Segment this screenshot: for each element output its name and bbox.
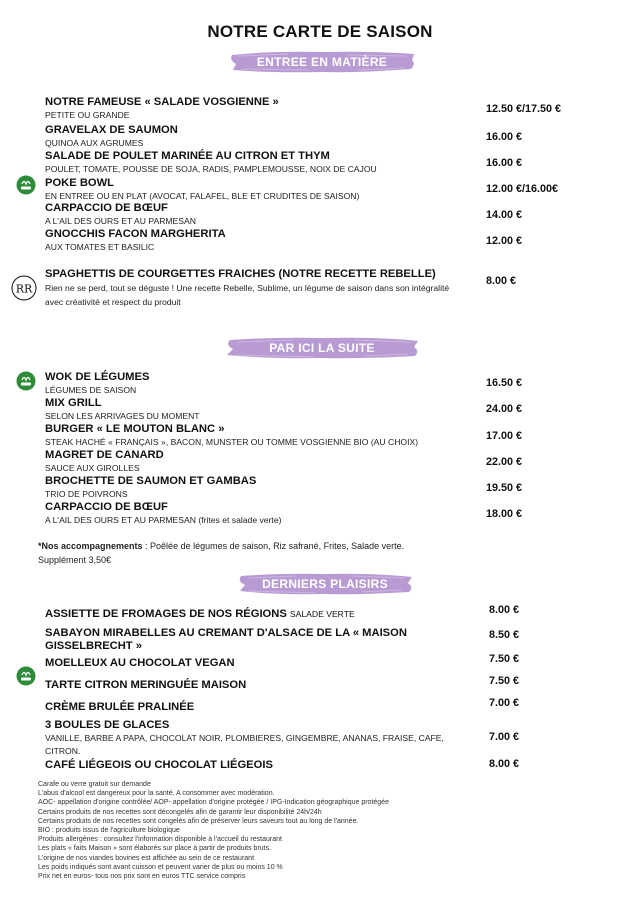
dish-description: A L'AIL DES OURS ET AU PARMESAN (frites et salade verte) [45, 515, 282, 525]
dish-description: POULET, TOMATE, POUSSE DE SOJA, RADIS, PAMPLEMOUSSE, NOIX DE CAJOU [45, 164, 377, 174]
dish-name: CARPACCIO DE BŒUF [45, 501, 168, 513]
dish-price: 22.00 € [486, 456, 523, 468]
page-title: NOTRE CARTE DE SAISON [207, 22, 433, 41]
dessert-name: TARTE CITRON MERINGUÉE MAISON [45, 679, 247, 691]
dish-price: 16.00 € [486, 157, 523, 169]
dish-price: 18.00 € [486, 508, 523, 520]
dish-price: 16.50 € [486, 377, 523, 389]
dish-description: QUINOA AUX AGRUMES [45, 138, 144, 148]
section-title-suite: PAR ICI LA SUITE [269, 341, 375, 355]
dessert-price: 8.00 € [489, 604, 520, 616]
dessert-price: 8.50 € [489, 629, 520, 641]
section-banner-desserts [236, 572, 414, 596]
dish-description: A L'AIL DES OURS ET AU PARMESAN [45, 216, 196, 226]
dish-name: POKE BOWL [45, 177, 114, 189]
dessert-price: 7.00 € [489, 731, 520, 743]
footnote-line: Certains produits de nos recettes sont congelés afin de préserver leurs saveurs tout au long de l'année. [38, 817, 359, 825]
dish-name: BURGER « LE MOUTON BLANC » [45, 423, 225, 435]
vegan-icon [16, 371, 36, 391]
footnote-line: AOC- appellation d'origine contrôlée/ AOP- appellation d'origine protégée / IPG-Indication géographique protégée [38, 799, 389, 807]
legal-footnotes [38, 780, 598, 881]
dish-price: 19.50 € [486, 482, 523, 494]
accompaniments-label: *Nos accompagnements [38, 541, 143, 551]
dish-name: NOTRE FAMEUSE « SALADE VOSGIENNE » [45, 96, 279, 108]
dessert-name-continued: GISSELBRECHT » [45, 640, 142, 652]
dish-price: 17.00 € [486, 430, 523, 442]
rebelle-recipe-icon [11, 275, 37, 301]
dish-name: MIX GRILL [45, 397, 102, 409]
accompaniments-text: : Poêlée de légumes de saison, Riz safrané, Frites, Salade verte. [142, 541, 405, 551]
dessert-name: MOELLEUX AU CHOCOLAT VEGAN [45, 657, 235, 669]
vegan-icon [16, 175, 36, 195]
dessert-name: SABAYON MIRABELLES AU CREMANT D'ALSACE DE LA « MAISON [45, 627, 407, 639]
dish-name: WOK DE LÉGUMES [45, 371, 150, 383]
dish-name: BROCHETTE DE SAUMON ET GAMBAS [45, 475, 257, 487]
section-title-entree: ENTREE EN MATIÈRE [256, 55, 388, 69]
dish-price: 16.00 € [486, 131, 523, 143]
rebelle-icon-text: RR [15, 282, 33, 296]
dessert-price: 7.50 € [489, 675, 520, 687]
dish-price: 24.00 € [486, 403, 523, 415]
section-title-desserts: DERNIERS PLAISIRS [262, 577, 388, 591]
footnote-line: Certains produits de nos recettes sont décongelés afin de garantir leur disponibilité 24h/24h [38, 808, 322, 816]
dish-price: 12.00 € [486, 235, 523, 247]
dish-name: GNOCCHIS FACON MARGHERITA [45, 228, 226, 240]
dish-description: STEAK HACHÉ « FRANÇAIS », BACON, MUNSTER OU TOMME VOSGIENNE BIO (AU CHOIX) [45, 437, 419, 447]
footnote-line: L'abus d'alcool est dangereux pour la santé. A consommer avec modération. [38, 790, 275, 798]
dish-price: 12.50 €/17.50 € [486, 103, 562, 115]
dish-name: SPAGHETTIS DE COURGETTES FRAICHES (NOTRE RECETTE REBELLE) [45, 268, 436, 280]
dish-description: PETITE OU GRANDE [45, 110, 130, 120]
dish-description: AUX TOMATES ET BASILIC [45, 242, 155, 252]
dish-name: CARPACCIO DE BŒUF [45, 202, 168, 214]
footnote-line: Carafe ou verre gratuit sur demande [38, 781, 151, 788]
footnote-line: Produits allergènes : consultez l'information disponible à l'accueil du restaurant [38, 836, 282, 844]
dessert-name: 3 BOULES DE GLACES [45, 719, 170, 731]
dessert-name: CRÈME BRULÉE PRALINÉE [45, 701, 195, 713]
dish-price: 14.00 € [486, 209, 523, 221]
dessert-name: CAFÉ LIÉGEOIS OU CHOCOLAT LIÉGEOIS [45, 759, 273, 771]
footnote-line: L'origine de nos viandes bovines est affichée au sein de ce restaurant [38, 854, 255, 862]
dish-description: TRIO DE POIVRONS [45, 489, 128, 499]
dish-description: LÉGUMES DE SAISON [45, 385, 137, 395]
accompaniments-note [38, 539, 598, 567]
dish-description: SAUCE AUX GIROLLES [45, 463, 140, 473]
dessert-name [45, 608, 355, 620]
dessert-price: 7.50 € [489, 653, 520, 665]
footnote-line: Les poids indiqués sont avant cuisson et peuvent varier de plus ou moins 10 % [38, 863, 283, 871]
dessert-description: VANILLE, BARBE A PAPA, CHOCOLAT NOIR, PLOMBIERES, GINGEMBRE, ANANAS, FRAISE, CAFE, [45, 733, 444, 743]
dish-price: 12.00 €/16.00€ [486, 183, 559, 195]
section-banner-suite [224, 336, 420, 360]
section-banner-entree [228, 50, 416, 74]
dessert-price: 8.00 € [489, 758, 520, 770]
footnote-line: BIO : produits issus de l'agriculture biologique [38, 827, 180, 835]
dish-price: 8.00 € [486, 275, 517, 287]
dessert-title: ASSIETTE DE FROMAGES DE NOS RÉGIONS [45, 608, 287, 620]
accompaniments-supplement: Supplément 3,50€ [38, 555, 112, 565]
dessert-description-continued: CITRON. [45, 746, 81, 756]
dish-description: EN ENTREE OU EN PLAT (AVOCAT, FALAFEL, BLE ET CRUDITES DE SAISON) [45, 191, 360, 201]
dish-name: SALADE DE POULET MARINÉE AU CITRON ET THYM [45, 150, 330, 162]
footnote-line: Prix net en euros- tous nos prix sont en euros TTC service compris [38, 873, 246, 881]
dish-name: MAGRET DE CANARD [45, 449, 164, 461]
dessert-description: SALADE VERTE [289, 609, 355, 619]
footnote-line: Les plats « faits Maison » sont élaborés sur place à partir de produits bruts. [38, 845, 272, 853]
vegan-icon [16, 666, 36, 686]
dish-description: Rien ne se perd, tout se déguste ! Une recette Rebelle, Sublime, un légume de saison dans son intégralité avec créativité et respect du produit [45, 283, 450, 307]
dessert-price: 7.00 € [489, 697, 520, 709]
dish-description: SELON LES ARRIVAGES DU MOMENT [45, 411, 200, 421]
dish-name: GRAVELAX DE SAUMON [45, 124, 178, 136]
